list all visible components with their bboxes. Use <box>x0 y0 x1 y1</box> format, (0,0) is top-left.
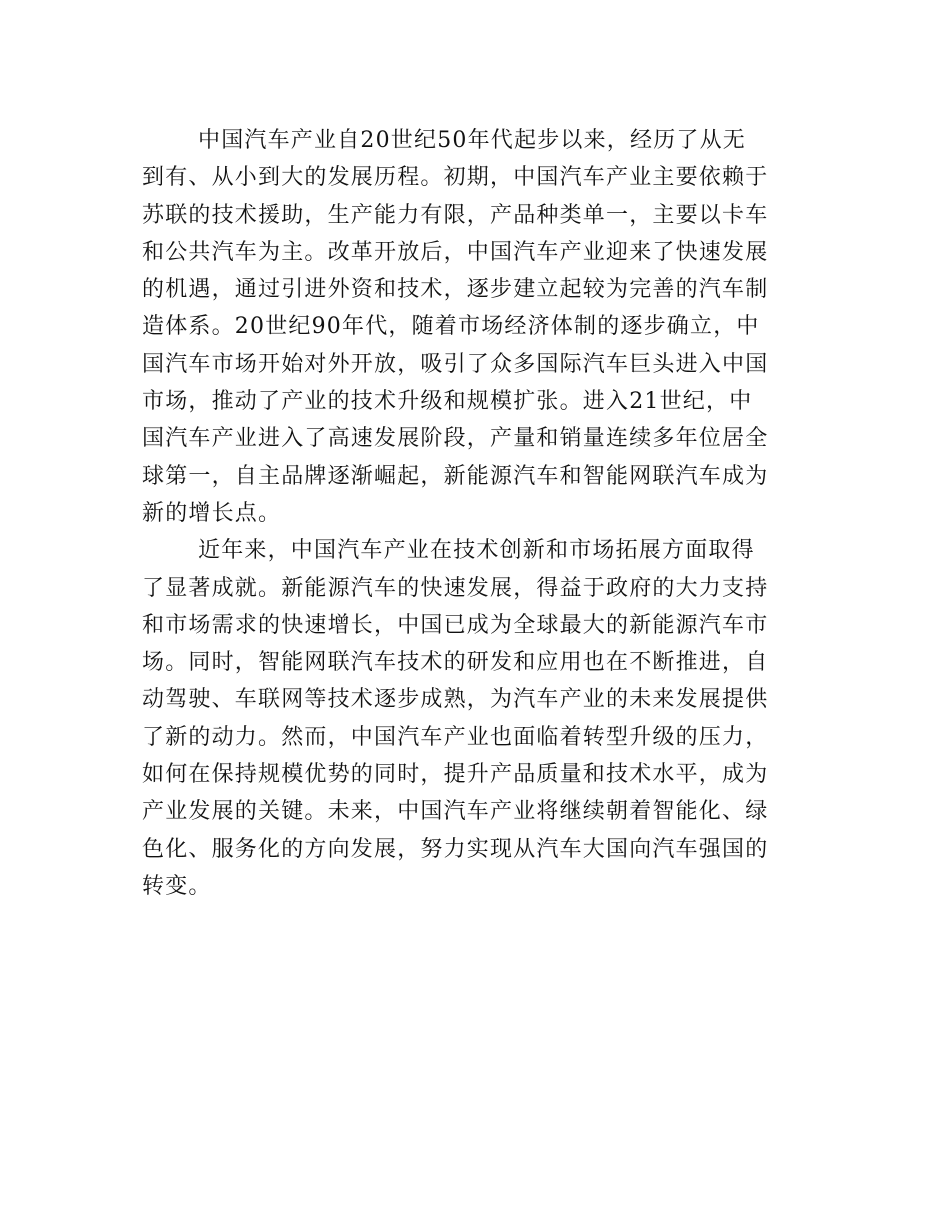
paragraph-1 <box>142 122 810 532</box>
text-line: 国汽车市场开始对外开放，吸引了众多国际汽车巨头进入中国 <box>142 351 769 377</box>
text-line: 造体系。20世纪90年代，随着市场经济体制的逐步确立，中 <box>142 314 760 340</box>
text-line: 的机遇，通过引进外资和技术，逐步建立起较为完善的汽车制 <box>142 277 769 303</box>
text-line: 市场，推动了产业的技术升级和规模扩张。进入21世纪，中 <box>142 389 753 415</box>
paragraph-2 <box>142 532 810 905</box>
text-line: 场。同时，智能网联汽车技术的研发和应用也在不断推进，自 <box>142 650 769 676</box>
text-line: 转变。 <box>142 873 212 899</box>
text-line: 新的增长点。 <box>142 500 282 526</box>
text-line: 产业发展的关键。未来，中国汽车产业将继续朝着智能化、绿 <box>142 799 769 825</box>
text-line: 了显著成就。新能源汽车的快速发展，得益于政府的大力支持 <box>142 575 769 601</box>
text-line: 如何在保持规模优势的同时，提升产品质量和技术水平，成为 <box>142 762 769 788</box>
text-line: 苏联的技术援助，生产能力有限，产品种类单一，主要以卡车 <box>142 202 769 228</box>
document-body <box>142 122 810 905</box>
text-line: 近年来，中国汽车产业在技术创新和市场拓展方面取得 <box>198 538 755 564</box>
text-line: 动驾驶、车联网等技术逐步成熟，为汽车产业的未来发展提供 <box>142 687 769 713</box>
text-line: 球第一，自主品牌逐渐崛起，新能源汽车和智能网联汽车成为 <box>142 463 769 489</box>
text-line: 和市场需求的快速增长，中国已成为全球最大的新能源汽车市 <box>142 612 769 638</box>
text-line: 到有、从小到大的发展历程。初期，中国汽车产业主要依赖于 <box>142 165 769 191</box>
text-line: 和公共汽车为主。改革开放后，中国汽车产业迎来了快速发展 <box>142 239 769 265</box>
text-line: 中国汽车产业自20世纪50年代起步以来，经历了从无 <box>198 128 746 153</box>
text-line: 色化、服务化的方向发展，努力实现从汽车大国向汽车强国的 <box>142 836 769 862</box>
text-line: 了新的动力。然而，中国汽车产业也面临着转型升级的压力， <box>142 724 769 750</box>
text-line: 国汽车产业进入了高速发展阶段，产量和销量连续多年位居全 <box>142 426 769 452</box>
